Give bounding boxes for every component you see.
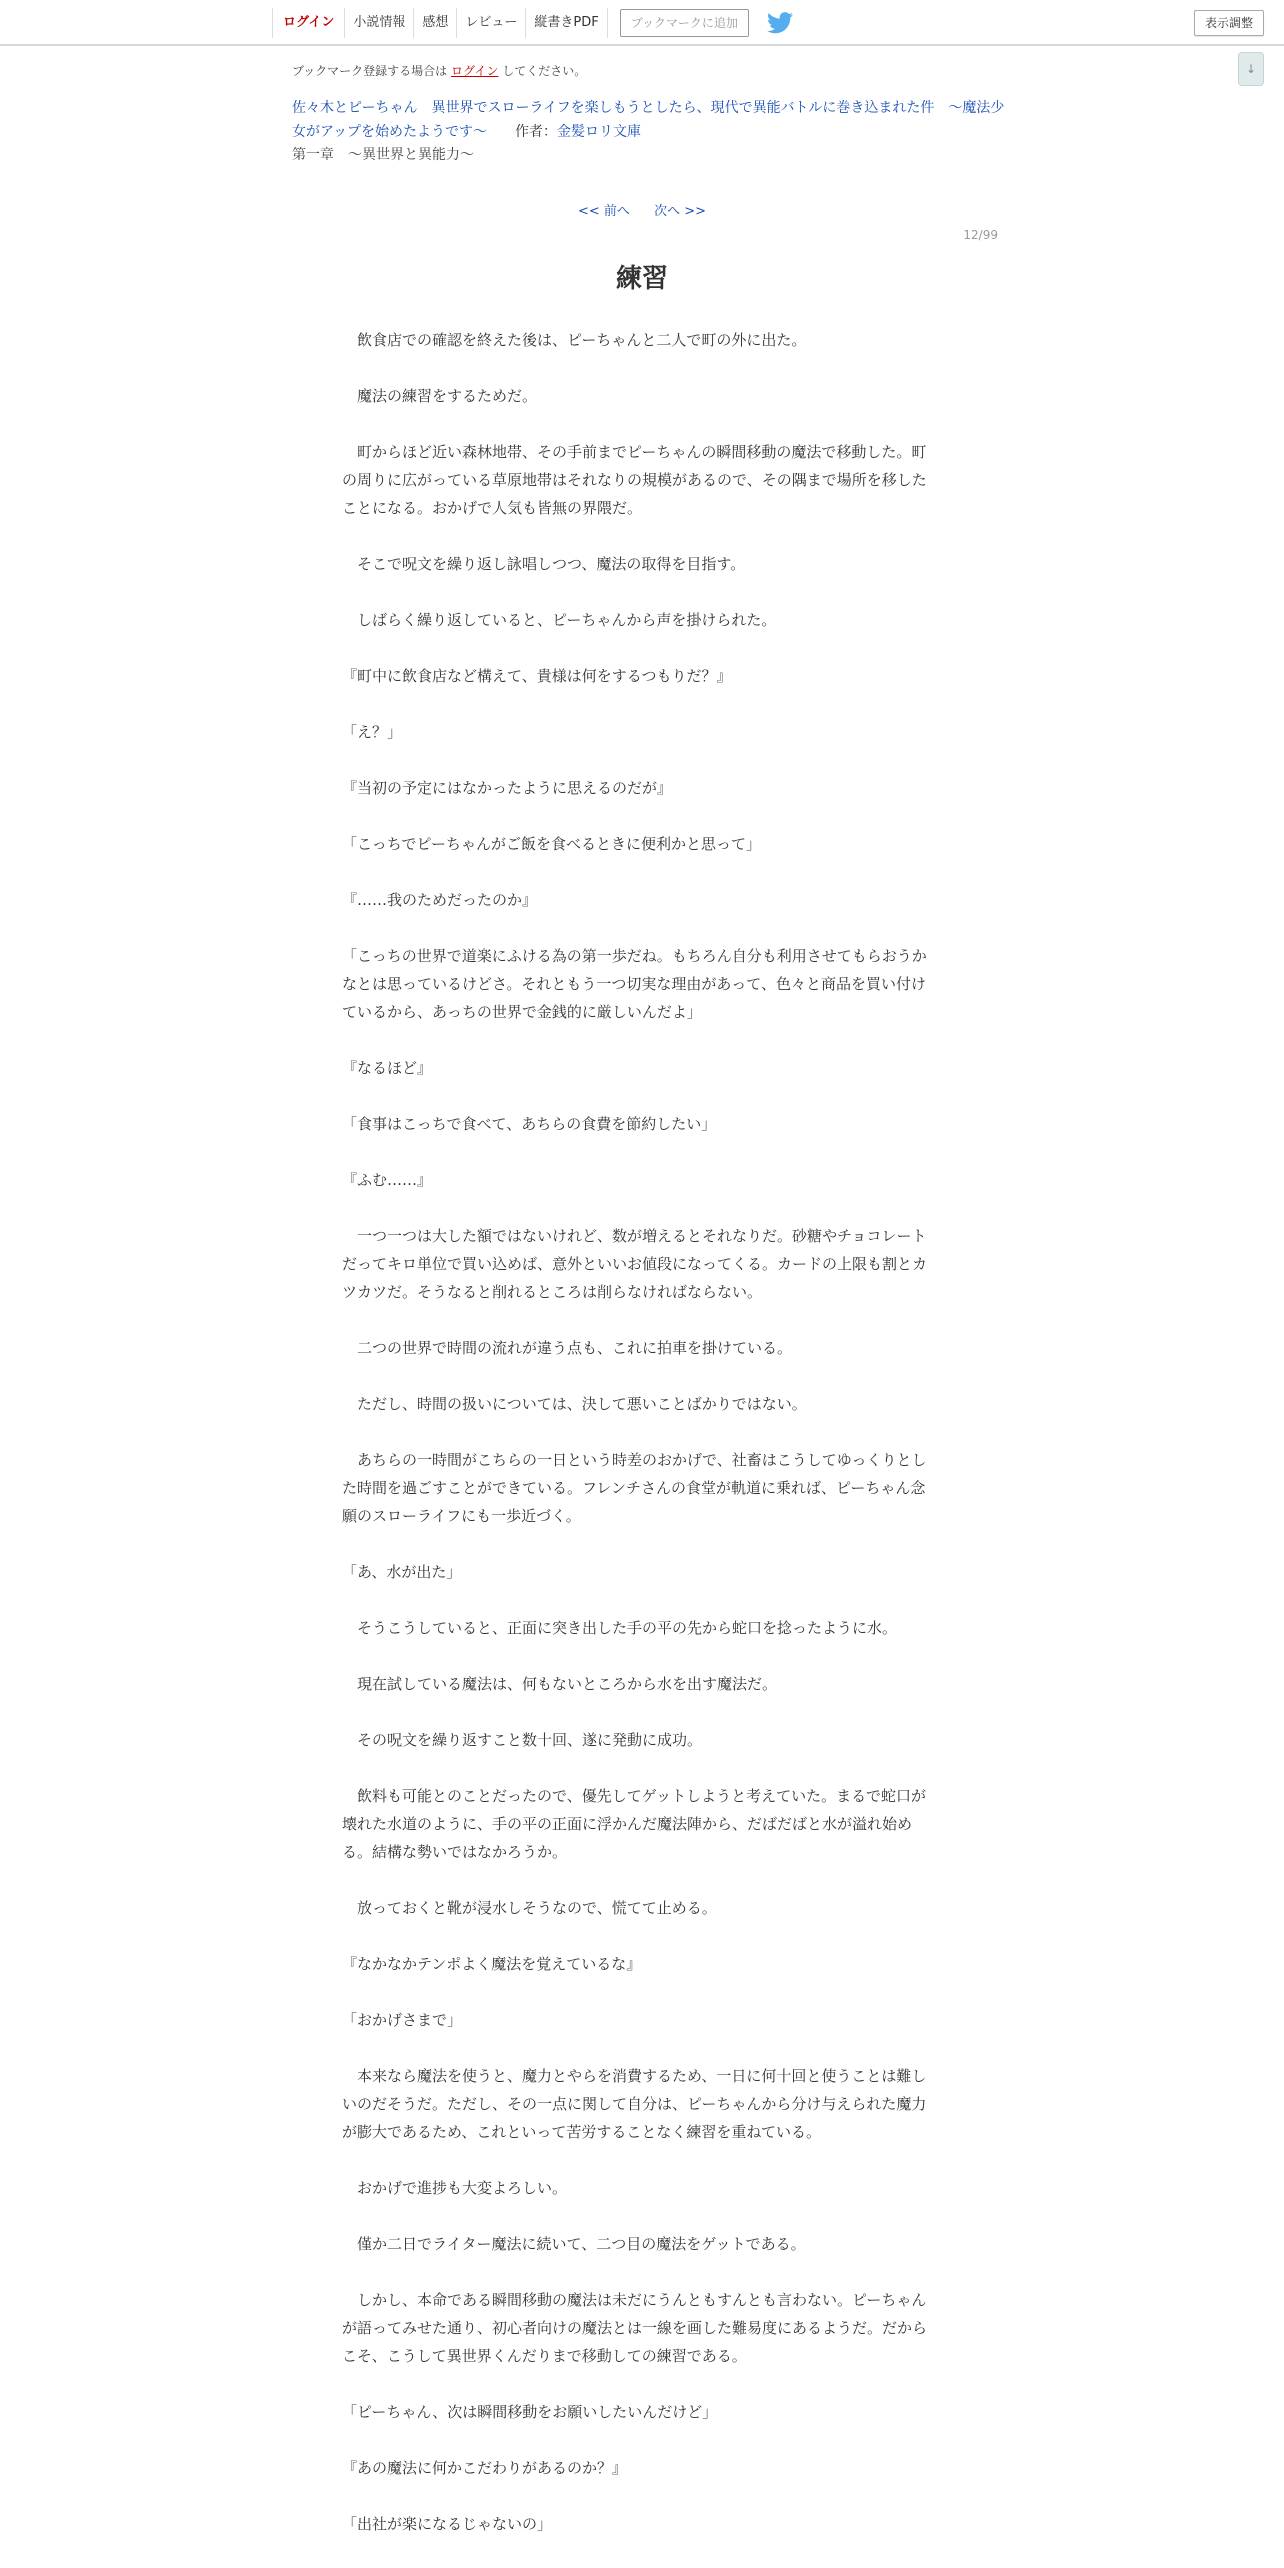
vertical-pdf-link[interactable]: 縦書きPDF bbox=[525, 8, 607, 38]
notice-login-link[interactable]: ログイン bbox=[451, 64, 499, 78]
body-paragraph: あちらの一時間がこちらの一日という時差のおかげで、社畜はこうしてゆっくりとした時間を過ごすことができている。フレンチさんの食堂が軌道に乗れば、ピーちゃん念願のスローライフにも一歩近づく。 bbox=[342, 1451, 927, 1525]
body-paragraph: 「こっちでピーちゃんがご飯を食べるときに便利かと思って」 bbox=[342, 835, 761, 853]
main-nav bbox=[272, 8, 793, 38]
author-label: 作者： bbox=[515, 124, 558, 140]
body-paragraph: 町からほど近い森林地帯、その手前までピーちゃんの瞬間移動の魔法で移動した。町の周りに広がっている草原地帯はそれなりの規模があるので、その隅まで場所を移したことになる。おかげで人気も皆無の界隈だ。 bbox=[342, 443, 927, 517]
series-info bbox=[292, 96, 1012, 144]
body-paragraph: 「え？」 bbox=[342, 723, 403, 741]
impressions-link[interactable]: 感想 bbox=[413, 8, 456, 38]
series-title-link[interactable]: 佐々木とピーちゃん 異世界でスローライフを楽しもうとしたら、現代で異能バトルに巻き込まれた件 ～魔法少女がアップを始めたようです～ bbox=[292, 100, 1005, 140]
add-bookmark-button[interactable]: ブックマークに追加 bbox=[620, 9, 749, 37]
body-paragraph: 「出社が楽になるじゃないの」 bbox=[342, 2515, 553, 2533]
prev-link[interactable]: << 前へ bbox=[578, 204, 630, 219]
body-paragraph: おかげで進捗も大変よろしい。 bbox=[342, 2179, 568, 2197]
body-paragraph: 一つ一つは大した額ではないけれど、数が増えるとそれなりだ。砂糖やチョコレートだってキロ単位で買い込めば、意外といいお値段になってくる。カードの上限も割とカツカツだ。そうなると削れるところは削らなければならない。 bbox=[342, 1227, 928, 1301]
twitter-icon[interactable] bbox=[767, 12, 793, 34]
body-paragraph: 『町中に飲食店など構えて、貴様は何をするつもりだ？』 bbox=[342, 667, 732, 685]
body-paragraph: しばらく繰り返していると、ピーちゃんから声を掛けられた。 bbox=[342, 611, 777, 629]
body-paragraph: 魔法の練習をするためだ。 bbox=[342, 387, 538, 405]
login-link[interactable]: ログイン bbox=[272, 8, 344, 38]
body-paragraph: 「ピーちゃん、次は瞬間移動をお願いしたいんだけど」 bbox=[342, 2403, 718, 2421]
body-paragraph: 放っておくと靴が浸水しそうなので、慌てて止める。 bbox=[342, 1899, 717, 1917]
body-paragraph: しかし、本命である瞬間移動の魔法は未だにうんともすんとも言わない。ピーちゃんが語ってみせた通り、初心者向けの魔法とは一線を画した難易度にあるようだ。だからこそ、こうして異世界くんだりまで移動しての練習である。 bbox=[342, 2291, 928, 2365]
body-paragraph: そこで呪文を繰り返し詠唱しつつ、魔法の取得を目指す。 bbox=[342, 555, 746, 573]
top-bar bbox=[0, 0, 1284, 46]
body-paragraph: 僅か二日でライター魔法に続いて、二つ目の魔法をゲットである。 bbox=[342, 2235, 806, 2253]
body-paragraph: 本来なら魔法を使うと、魔力とやらを消費するため、一日に何十回と使うことは難しいのだそうだ。ただし、その一点に関して自分は、ピーちゃんから分け与えられた魔力が膨大であるため、これといって苦労することなく練習を重ねている。 bbox=[342, 2067, 927, 2141]
body-paragraph: 飲料も可能とのことだったので、優先してゲットしようと考えていた。まるで蛇口が壊れた水道のように、手の平の正面に浮かんだ魔法陣から、だばだばと水が溢れ始める。結構な勢いではなかろうか。 bbox=[342, 1787, 926, 1861]
novel-body bbox=[342, 326, 936, 2566]
episode-count: 12/99 bbox=[963, 228, 998, 242]
chapter-title: 第一章 ～異世界と異能力～ bbox=[292, 147, 474, 163]
body-paragraph: 『なかなかテンポよく魔法を覚えているな』 bbox=[342, 1955, 642, 1973]
body-paragraph: その呪文を繰り返すこと数十回、遂に発動に成功。 bbox=[342, 1731, 703, 1749]
review-link[interactable]: レビュー bbox=[456, 8, 525, 38]
pager bbox=[0, 200, 1284, 219]
body-paragraph: 「おかげさまで」 bbox=[342, 2011, 463, 2029]
notice-prefix: ブックマーク登録する場合は bbox=[292, 64, 448, 78]
body-paragraph: 二つの世界で時間の流れが違う点も、これに拍車を掛けている。 bbox=[342, 1339, 793, 1357]
body-paragraph: ただし、時間の扱いについては、決して悪いことばかりではない。 bbox=[342, 1395, 807, 1413]
body-paragraph: 「あ、水が出た」 bbox=[342, 1563, 462, 1581]
next-link[interactable]: 次へ >> bbox=[654, 204, 706, 219]
login-notice bbox=[292, 62, 586, 79]
body-paragraph: そうこうしていると、正面に突き出した手の平の先から蛇口を捻ったように水。 bbox=[342, 1619, 898, 1637]
body-paragraph: 「こっちの世界で道楽にふける為の第一歩だね。もちろん自分も利用させてもらおうかなとは思っているけどさ。それともう一つ切実な理由があって、色々と商品を買い付けているから、あっちの世界で金銭的に厳しいんだよ」 bbox=[342, 947, 927, 1021]
body-paragraph: 『当初の予定にはなかったように思えるのだが』 bbox=[342, 779, 673, 797]
body-paragraph: 「食事はこっちで食べて、あちらの食費を節約したい」 bbox=[342, 1115, 717, 1133]
scroll-down-icon[interactable]: ↓ bbox=[1238, 52, 1264, 86]
episode-title: 練習 bbox=[615, 264, 668, 294]
body-paragraph: 『なるほど』 bbox=[342, 1059, 433, 1077]
body-paragraph: 『あの魔法に何かこだわりがあるのか？』 bbox=[342, 2459, 628, 2477]
notice-suffix: してください。 bbox=[502, 64, 587, 78]
body-paragraph: 現在試している魔法は、何もないところから水を出す魔法だ。 bbox=[342, 1675, 778, 1693]
body-paragraph: 飲食店での確認を終えた後は、ピーちゃんと二人で町の外に出た。 bbox=[342, 331, 807, 349]
display-settings-button[interactable]: 表示調整 bbox=[1194, 10, 1264, 36]
author-link[interactable]: 金髪ロリ文庫 bbox=[557, 124, 642, 140]
body-paragraph: 『……我のためだったのか』 bbox=[342, 891, 538, 909]
body-paragraph: 『ふむ……』 bbox=[342, 1171, 433, 1189]
novel-info-link[interactable]: 小説情報 bbox=[344, 8, 413, 38]
